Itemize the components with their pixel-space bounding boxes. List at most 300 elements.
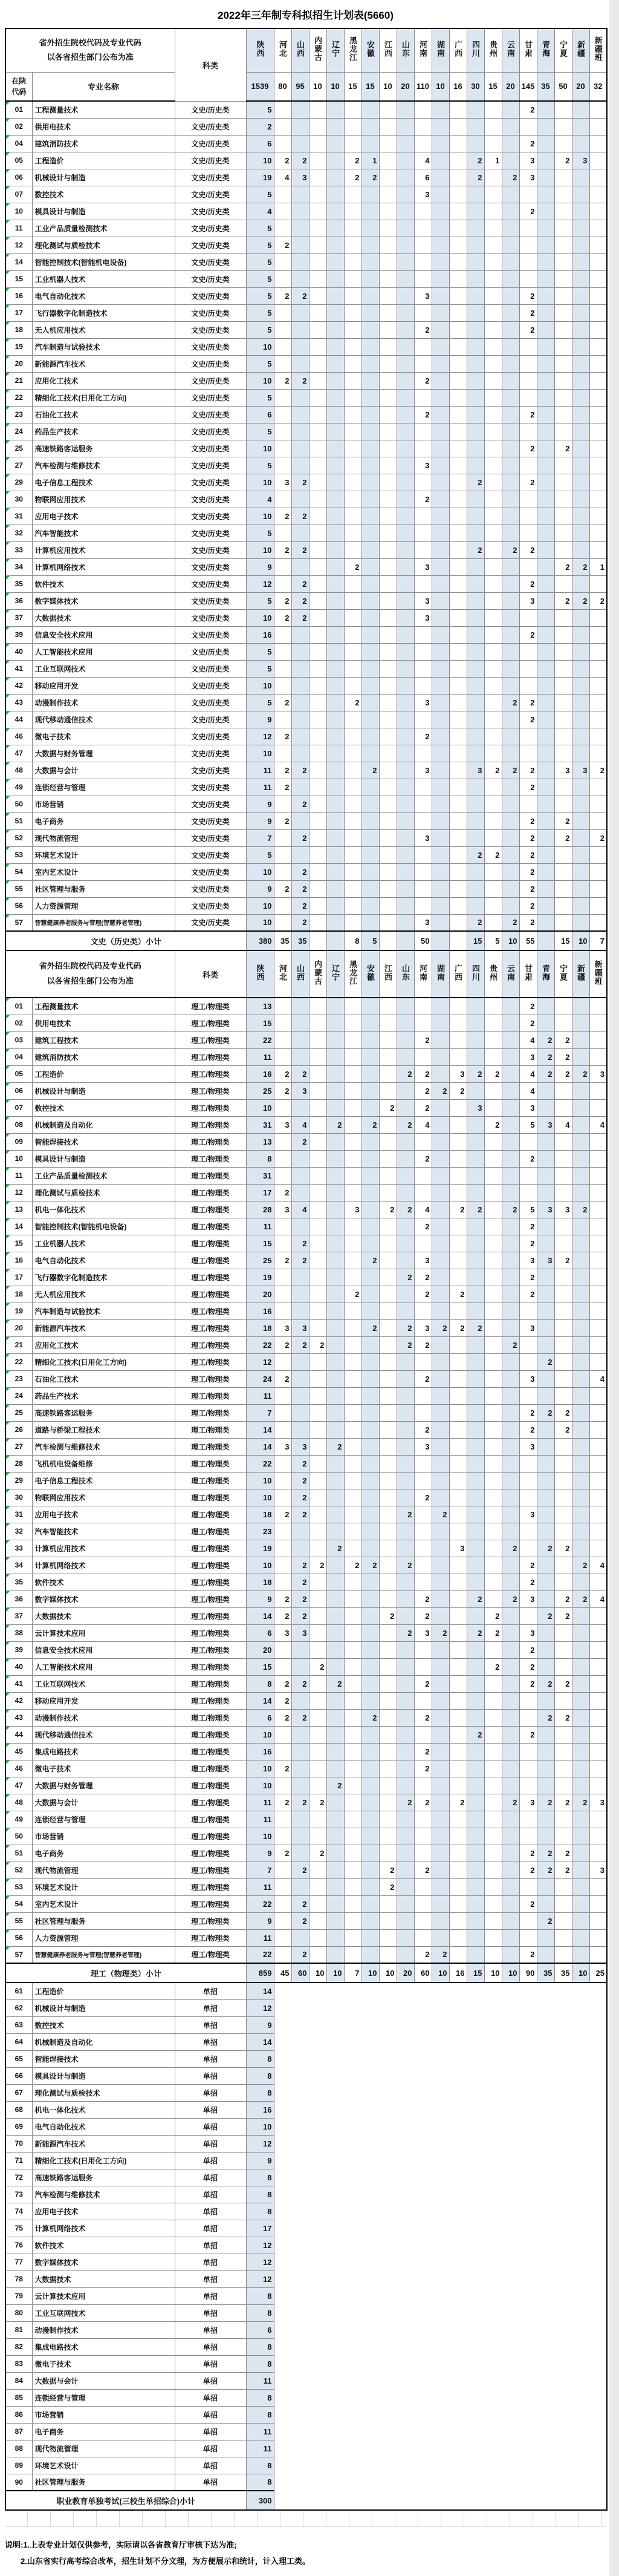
cell-辽宁 <box>326 474 344 491</box>
cell-黑龙江 <box>344 355 361 372</box>
cell-新疆班 <box>589 541 607 558</box>
row-category: 单招 <box>175 1983 246 1999</box>
row-code: 29 <box>5 474 32 491</box>
cell-山西 <box>291 1878 309 1895</box>
row-name: 精细化工技术(日用化工方向) <box>32 1353 175 1370</box>
cell-江西 <box>379 101 397 118</box>
cell-新疆 <box>572 1099 589 1116</box>
province-header-label: 四川 <box>471 40 481 57</box>
cell-陕西: 10 <box>246 1472 274 1489</box>
cell-陕西: 5 <box>246 237 274 253</box>
cell-甘肃 <box>519 1878 537 1895</box>
cell-云南 <box>502 1811 519 1828</box>
cell-安徽 <box>361 1777 379 1794</box>
cell-广西 <box>449 1624 467 1641</box>
cell-陕西: 10 <box>246 2118 274 2135</box>
row-name: 电子商务 <box>32 812 175 829</box>
cell-河北 <box>274 304 291 321</box>
cell-山西 <box>291 321 309 338</box>
cell-辽宁 <box>326 1235 344 1252</box>
cell-河南 <box>414 880 432 897</box>
cell-山西 <box>291 1540 309 1557</box>
cell-山东 <box>397 304 414 321</box>
cell-四川 <box>467 389 484 406</box>
cell-贵州: 2 <box>484 846 502 863</box>
cell-甘肃: 2 <box>519 1235 537 1252</box>
cell-广西 <box>449 694 467 711</box>
province-header-label: 云南 <box>506 40 516 57</box>
cell-新疆 <box>572 880 589 897</box>
row-name: 环境艺术设计 <box>32 1878 175 1895</box>
cell-陕西: 22 <box>246 1336 274 1353</box>
blank-area <box>274 2457 607 2474</box>
cell-新疆班 <box>589 440 607 457</box>
cell-新疆 <box>572 508 589 525</box>
cell-河南: 3 <box>414 829 432 846</box>
cell-甘肃: 2 <box>519 1218 537 1235</box>
row-name: 大数据与财务管理 <box>32 1777 175 1794</box>
cell-广西 <box>449 1506 467 1523</box>
cell-江西 <box>379 1303 397 1319</box>
cell-河南 <box>414 711 432 728</box>
cell-河北 <box>274 1048 291 1065</box>
cell-河北 <box>274 423 291 440</box>
cell-广西 <box>449 1607 467 1624</box>
province-total-安徽: 15 <box>361 72 379 101</box>
cell-河南 <box>414 1557 432 1574</box>
row-category: 文史/历史类 <box>175 220 246 237</box>
cell-新疆班 <box>589 897 607 914</box>
row-code: 26 <box>5 1421 32 1438</box>
cell-新疆 <box>572 1421 589 1438</box>
cell-山东 <box>397 423 414 440</box>
subtotal-黑龙江: 7 <box>344 1963 361 1983</box>
cell-青海 <box>537 1303 554 1319</box>
province-header-label: 陕西 <box>255 964 265 981</box>
cell-江西 <box>379 1184 397 1201</box>
cell-陕西: 8 <box>246 2406 274 2423</box>
row-category: 理工/物理类 <box>175 1540 246 1557</box>
cell-河南 <box>414 440 432 457</box>
cell-青海 <box>537 694 554 711</box>
cell-新疆 <box>572 1387 589 1404</box>
cell-辽宁 <box>326 626 344 643</box>
cell-宁夏: 2 <box>554 558 572 575</box>
row-name: 大数据技术 <box>32 609 175 626</box>
cell-新疆班 <box>589 1218 607 1235</box>
cell-江西 <box>379 541 397 558</box>
cell-云南 <box>502 253 519 270</box>
cell-青海 <box>537 1946 554 1963</box>
blank-area <box>274 2152 607 2169</box>
cell-辽宁 <box>326 1658 344 1675</box>
row-name: 精细化工技术(日用化工方向) <box>32 389 175 406</box>
row-name: 云计算技术应用 <box>32 1624 175 1641</box>
cell-新疆班 <box>589 1540 607 1557</box>
cell-内蒙古 <box>309 880 326 897</box>
row-category: 文史/历史类 <box>175 677 246 694</box>
cell-云南 <box>502 1607 519 1624</box>
cell-内蒙古 <box>309 253 326 270</box>
cell-江西 <box>379 728 397 745</box>
cell-山西: 2 <box>291 897 309 914</box>
row-name: 工业互联网技术 <box>32 2304 175 2321</box>
cell-山西: 2 <box>291 474 309 491</box>
cell-青海 <box>537 118 554 135</box>
cell-四川 <box>467 203 484 220</box>
row-code: 13 <box>5 1201 32 1218</box>
cell-江西 <box>379 846 397 863</box>
cell-辽宁 <box>326 1692 344 1709</box>
cell-广西: 2 <box>449 1794 467 1811</box>
cell-广西 <box>449 1252 467 1269</box>
cell-河南: 2 <box>414 321 432 338</box>
row-name: 智能焊接技术 <box>32 1133 175 1150</box>
cell-安徽 <box>361 694 379 711</box>
cell-湖南 <box>432 592 449 609</box>
cell-辽宁 <box>326 1607 344 1624</box>
cell-陕西: 9 <box>246 880 274 897</box>
column-header-category: 科类 <box>175 28 246 101</box>
cell-新疆班 <box>589 1760 607 1777</box>
row-category: 理工/物理类 <box>175 1286 246 1303</box>
cell-青海 <box>537 998 554 1015</box>
cell-宁夏 <box>554 1523 572 1540</box>
province-header-四川 <box>467 950 484 998</box>
cell-云南: 2 <box>502 1336 519 1353</box>
row-category: 理工/物理类 <box>175 1743 246 1760</box>
cell-湖南 <box>432 1794 449 1811</box>
cell-安徽: 2 <box>361 169 379 186</box>
cell-甘肃 <box>519 237 537 253</box>
cell-江西 <box>379 1895 397 1912</box>
subtotal-label: 职业教育单独考试(三校生单招综合)小计 <box>5 2491 246 2510</box>
cell-内蒙古 <box>309 796 326 812</box>
subtotal-安徽: 5 <box>361 931 379 950</box>
cell-黑龙江 <box>344 1116 361 1133</box>
row-code: 57 <box>5 1946 32 1963</box>
cell-山西 <box>291 711 309 728</box>
cell-宁夏 <box>554 1929 572 1946</box>
cell-四川 <box>467 829 484 846</box>
row-code: 30 <box>5 1489 32 1506</box>
cell-内蒙古 <box>309 1540 326 1557</box>
cell-云南 <box>502 1878 519 1895</box>
cell-贵州 <box>484 998 502 1015</box>
cell-辽宁 <box>326 1099 344 1116</box>
row-name: 机械制造及自动化 <box>32 1116 175 1133</box>
cell-安徽 <box>361 372 379 389</box>
cell-云南 <box>502 1574 519 1590</box>
cell-陕西: 6 <box>246 1624 274 1641</box>
row-name: 微电子技术 <box>32 1760 175 1777</box>
row-category: 文史/历史类 <box>175 118 246 135</box>
cell-湖南 <box>432 372 449 389</box>
cell-甘肃 <box>519 389 537 406</box>
cell-黑龙江 <box>344 1590 361 1607</box>
cell-陕西: 9 <box>246 2152 274 2169</box>
subtotal-青海: 35 <box>537 1963 554 1983</box>
cell-安徽 <box>361 592 379 609</box>
cell-宁夏 <box>554 1353 572 1370</box>
cell-湖南 <box>432 711 449 728</box>
cell-新疆 <box>572 812 589 829</box>
province-header-湖南 <box>432 950 449 998</box>
cell-青海: 3 <box>537 1252 554 1269</box>
cell-甘肃 <box>519 1828 537 1845</box>
cell-河南: 3 <box>414 457 432 474</box>
cell-云南 <box>502 423 519 440</box>
cell-甘肃 <box>519 253 537 270</box>
cell-河北 <box>274 1895 291 1912</box>
cell-甘肃 <box>519 118 537 135</box>
row-category: 理工/物理类 <box>175 1150 246 1167</box>
row-category: 文史/历史类 <box>175 423 246 440</box>
cell-内蒙古 <box>309 829 326 846</box>
row-category: 单招 <box>175 2203 246 2220</box>
cell-安徽 <box>361 1895 379 1912</box>
cell-黑龙江 <box>344 677 361 694</box>
cell-陕西: 6 <box>246 2321 274 2338</box>
cell-广西 <box>449 1489 467 1506</box>
province-header-label: 宁夏 <box>559 964 568 981</box>
province-total-青海: 35 <box>537 72 554 101</box>
cell-四川 <box>467 1235 484 1252</box>
cell-甘肃 <box>519 1777 537 1794</box>
cell-辽宁 <box>326 728 344 745</box>
cell-河北: 2 <box>274 694 291 711</box>
cell-宁夏 <box>554 1726 572 1743</box>
cell-新疆班 <box>589 1387 607 1404</box>
cell-安徽 <box>361 796 379 812</box>
cell-新疆班: 4 <box>589 1370 607 1387</box>
cell-山西: 3 <box>291 169 309 186</box>
cell-新疆 <box>572 355 589 372</box>
blank-area <box>274 2321 607 2338</box>
cell-青海 <box>537 541 554 558</box>
cell-江西 <box>379 1218 397 1235</box>
cell-广西 <box>449 101 467 118</box>
cell-安徽 <box>361 677 379 694</box>
cell-内蒙古 <box>309 1031 326 1048</box>
cell-河南 <box>414 998 432 1015</box>
cell-贵州 <box>484 1319 502 1336</box>
row-name: 汽车检测与维修技术 <box>32 457 175 474</box>
cell-广西 <box>449 1845 467 1862</box>
cell-安徽 <box>361 135 379 152</box>
cell-四川 <box>467 1845 484 1862</box>
cell-河北 <box>274 796 291 812</box>
cell-山东: 2 <box>397 1794 414 1811</box>
cell-安徽 <box>361 508 379 525</box>
cell-山东 <box>397 1218 414 1235</box>
cell-山东 <box>397 694 414 711</box>
page-title: 2022年三年制专科拟招生计划表(5660) <box>218 10 394 21</box>
cell-黑龙江 <box>344 863 361 880</box>
cell-四川 <box>467 1506 484 1523</box>
cell-新疆班: 1 <box>589 558 607 575</box>
cell-江西 <box>379 1557 397 1574</box>
cell-安徽 <box>361 1472 379 1489</box>
cell-四川 <box>467 1675 484 1692</box>
province-header-安徽 <box>361 950 379 998</box>
cell-四川 <box>467 1574 484 1590</box>
cell-陕西: 6 <box>246 135 274 152</box>
cell-湖南 <box>432 1760 449 1777</box>
cell-青海 <box>537 1319 554 1336</box>
cell-青海 <box>537 897 554 914</box>
cell-山东 <box>397 1421 414 1438</box>
cell-安徽 <box>361 897 379 914</box>
cell-广西 <box>449 1235 467 1252</box>
cell-山东 <box>397 1438 414 1455</box>
cell-宁夏 <box>554 304 572 321</box>
province-header-label: 山东 <box>401 964 410 981</box>
cell-江西 <box>379 237 397 253</box>
cell-贵州: 2 <box>484 1607 502 1624</box>
row-name: 无人机应用技术 <box>32 1286 175 1303</box>
cell-辽宁 <box>326 1506 344 1523</box>
cell-广西 <box>449 829 467 846</box>
row-name: 人力资源管理 <box>32 1929 175 1946</box>
cell-新疆 <box>572 186 589 203</box>
cell-内蒙古 <box>309 321 326 338</box>
cell-新疆: 2 <box>572 1065 589 1082</box>
cell-新疆 <box>572 1523 589 1540</box>
cell-四川 <box>467 1828 484 1845</box>
cell-湖南 <box>432 880 449 897</box>
cell-甘肃: 2 <box>519 1015 537 1031</box>
cell-内蒙古 <box>309 1065 326 1082</box>
cell-江西 <box>379 812 397 829</box>
cell-辽宁 <box>326 1828 344 1845</box>
cell-河北: 2 <box>274 812 291 829</box>
cell-河北 <box>274 101 291 118</box>
row-name: 云计算技术应用 <box>32 2287 175 2304</box>
row-name: 物联网应用技术 <box>32 491 175 508</box>
cell-云南 <box>502 1658 519 1675</box>
cell-青海 <box>537 643 554 660</box>
cell-新疆班 <box>589 1184 607 1201</box>
cell-甘肃: 2 <box>519 779 537 796</box>
cell-黑龙江 <box>344 135 361 152</box>
cell-贵州 <box>484 1336 502 1353</box>
cell-安徽 <box>361 1675 379 1692</box>
cell-云南 <box>502 321 519 338</box>
row-name: 汽车智能技术 <box>32 525 175 541</box>
cell-广西 <box>449 1743 467 1760</box>
cell-云南 <box>502 440 519 457</box>
cell-江西 <box>379 745 397 762</box>
cell-宁夏 <box>554 457 572 474</box>
cell-安徽 <box>361 220 379 237</box>
cell-贵州 <box>484 1506 502 1523</box>
cell-新疆 <box>572 1540 589 1557</box>
cell-安徽 <box>361 304 379 321</box>
cell-内蒙古 <box>309 677 326 694</box>
row-category: 文史/历史类 <box>175 609 246 626</box>
cell-新疆 <box>572 203 589 220</box>
cell-辽宁 <box>326 270 344 287</box>
cell-甘肃: 2 <box>519 575 537 592</box>
cell-江西 <box>379 1641 397 1658</box>
row-code: 79 <box>5 2287 32 2304</box>
cell-云南 <box>502 558 519 575</box>
row-category: 理工/物理类 <box>175 1929 246 1946</box>
subtotal-湖南 <box>432 931 449 950</box>
row-name: 智慧健康养老服务与管理(智慧养老管理) <box>32 1946 175 1963</box>
cell-山东 <box>397 1828 414 1845</box>
cell-青海 <box>537 880 554 897</box>
cell-辽宁 <box>326 321 344 338</box>
cell-新疆 <box>572 118 589 135</box>
cell-云南 <box>502 1133 519 1150</box>
cell-江西 <box>379 406 397 423</box>
cell-宁夏 <box>554 491 572 508</box>
cell-四川 <box>467 186 484 203</box>
cell-陕西: 9 <box>246 1590 274 1607</box>
row-category: 理工/物理类 <box>175 1624 246 1641</box>
province-header-label: 江西 <box>383 40 393 57</box>
cell-青海: 2 <box>537 1794 554 1811</box>
cell-新疆 <box>572 1828 589 1845</box>
cell-陕西: 10 <box>246 541 274 558</box>
cell-新疆 <box>572 1709 589 1726</box>
row-name: 电气自动化技术 <box>32 287 175 304</box>
cell-新疆 <box>572 1929 589 1946</box>
cell-宁夏 <box>554 270 572 287</box>
row-code: 52 <box>5 1862 32 1878</box>
cell-湖南 <box>432 406 449 423</box>
row-name: 模具设计与制造 <box>32 203 175 220</box>
cell-辽宁 <box>326 457 344 474</box>
cell-新疆班 <box>589 1743 607 1760</box>
cell-贵州 <box>484 457 502 474</box>
cell-新疆班 <box>589 1201 607 1218</box>
cell-新疆班 <box>589 1319 607 1336</box>
row-code: 12 <box>5 237 32 253</box>
cell-湖南 <box>432 1150 449 1167</box>
cell-四川 <box>467 1912 484 1929</box>
cell-河北: 3 <box>274 1116 291 1133</box>
blank-area <box>274 2050 607 2067</box>
cell-辽宁 <box>326 304 344 321</box>
cell-安徽 <box>361 745 379 762</box>
cell-陕西: 18 <box>246 1574 274 1590</box>
cell-河南: 3 <box>414 287 432 304</box>
cell-贵州 <box>484 525 502 541</box>
cell-贵州 <box>484 253 502 270</box>
row-code: 18 <box>5 1286 32 1303</box>
cell-宁夏 <box>554 1624 572 1641</box>
row-category: 单招 <box>175 2338 246 2355</box>
cell-青海 <box>537 1692 554 1709</box>
row-code: 32 <box>5 1523 32 1540</box>
row-name: 工程造价 <box>32 1065 175 1082</box>
cell-湖南 <box>432 1641 449 1658</box>
row-name: 社区管理与服务 <box>32 1912 175 1929</box>
cell-河北 <box>274 914 291 931</box>
cell-山西: 2 <box>291 1862 309 1878</box>
subtotal-河南: 50 <box>414 931 432 950</box>
row-category: 文史/历史类 <box>175 762 246 779</box>
cell-青海 <box>537 457 554 474</box>
blank-area <box>274 2304 607 2321</box>
cell-山西: 2 <box>291 914 309 931</box>
row-name: 智慧健康养老服务与管理(智慧养老管理) <box>32 914 175 931</box>
row-name: 工程造价 <box>32 152 175 169</box>
cell-山东 <box>397 796 414 812</box>
